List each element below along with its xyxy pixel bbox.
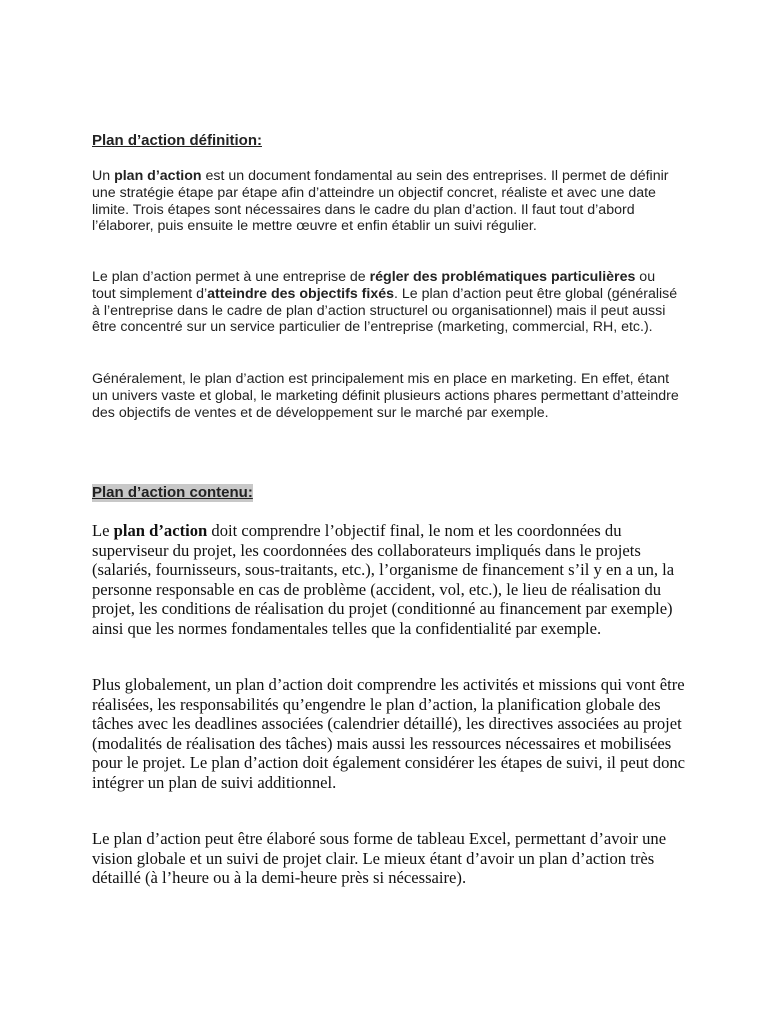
contenu-paragraph-3	[92, 829, 682, 888]
definition-paragraph-1	[92, 168, 682, 235]
paragraph-text: Plus globalement, un plan d’action doit comprendre les activités et missions qui vont être réalisées, les responsabilités qu’engendre le plan d’action, la planification globale des tâches avec les deadlines associées (calendrier détaillé), les directives associées au projet (modalités de réalisation des tâches) mais aussi les ressources nécessaires et mobilisées pour le projet. Le plan d’action doit également considérer les étapes de suivi, il peut donc intégrer un plan de suivi additionnel.	[92, 675, 686, 792]
text-run: Le plan d’action permet à une entreprise de	[92, 269, 370, 285]
paragraph-text: Généralement, le plan d’action est principalement mis en place en marketing. En effet, étant un univers vaste et global, le marketing définit plusieurs actions phares permettant d’atteindre des objectifs de ventes et de développement sur le marché par exemple.	[92, 371, 679, 421]
text-run: est un document fondamental au sein des entreprises. Il permet de définir une stratégie étape par étape afin d’atteindre un objectif concret, réaliste et avec une date limite. Trois étapes sont nécessaires dans le cadre du plan d’action. Il faut tout d’abord l’élaborer, puis ensuite le mettre œuvre et enfin établir un suivi régulier.	[92, 168, 669, 235]
section-title-contenu-wrap	[92, 484, 682, 502]
text-run: Le	[92, 521, 114, 540]
paragraph-text: Le plan d’action peut être élaboré sous forme de tableau Excel, permettant d’avoir une vision globale et un suivi de projet clair. Le mieux étant d’avoir un plan d’action très détaillé (à l’heure ou à la demi-heure près si nécessaire).	[92, 829, 667, 888]
section-title-definition: Plan d’action définition:	[92, 132, 262, 149]
paragraph-text	[92, 168, 682, 235]
contenu-paragraph-2	[92, 675, 686, 793]
text-run: . Le plan d’action peut être global (généralisé à l’entreprise dans le cadre de plan d’action structurel ou organisationnel) mais il peut aussi être concentré sur un service particulier de l’entreprise (marketing, commercial, RH, etc.).	[92, 285, 678, 336]
bold-text: régler des problématiques particulières	[369, 269, 636, 285]
definition-paragraph-3	[92, 371, 682, 421]
bold-text: plan d’action	[113, 521, 208, 540]
definition-paragraph-2	[92, 269, 682, 336]
bold-text: atteindre des objectifs fixés	[207, 285, 395, 302]
contenu-paragraph-1	[92, 521, 682, 639]
section-title-definition-wrap	[92, 132, 682, 150]
text-run: Un	[92, 168, 115, 184]
paragraph-text	[92, 269, 682, 336]
text-run: ou tout simplement d’	[92, 269, 656, 302]
paragraph-text	[92, 521, 692, 639]
bold-text: plan d’action	[114, 168, 202, 184]
text-run: doit comprendre l’objectif final, le nom et les coordonnées du superviseur du projet, les coordonnées des collaborateurs impliqués dans le projets (salariés, fournisseurs, sous-traitants, etc.), l’organisme de financement s’il y en a un, la personne responsable en cas de problème (accident, vol, etc.), le lieu de réalisation du projet, les conditions de réalisation du projet (conditionné au financement par exemple) ainsi que les normes fondamentales telles que la confidentialité par exemple.	[92, 521, 675, 638]
section-title-contenu: Plan d’action contenu:	[92, 484, 253, 501]
